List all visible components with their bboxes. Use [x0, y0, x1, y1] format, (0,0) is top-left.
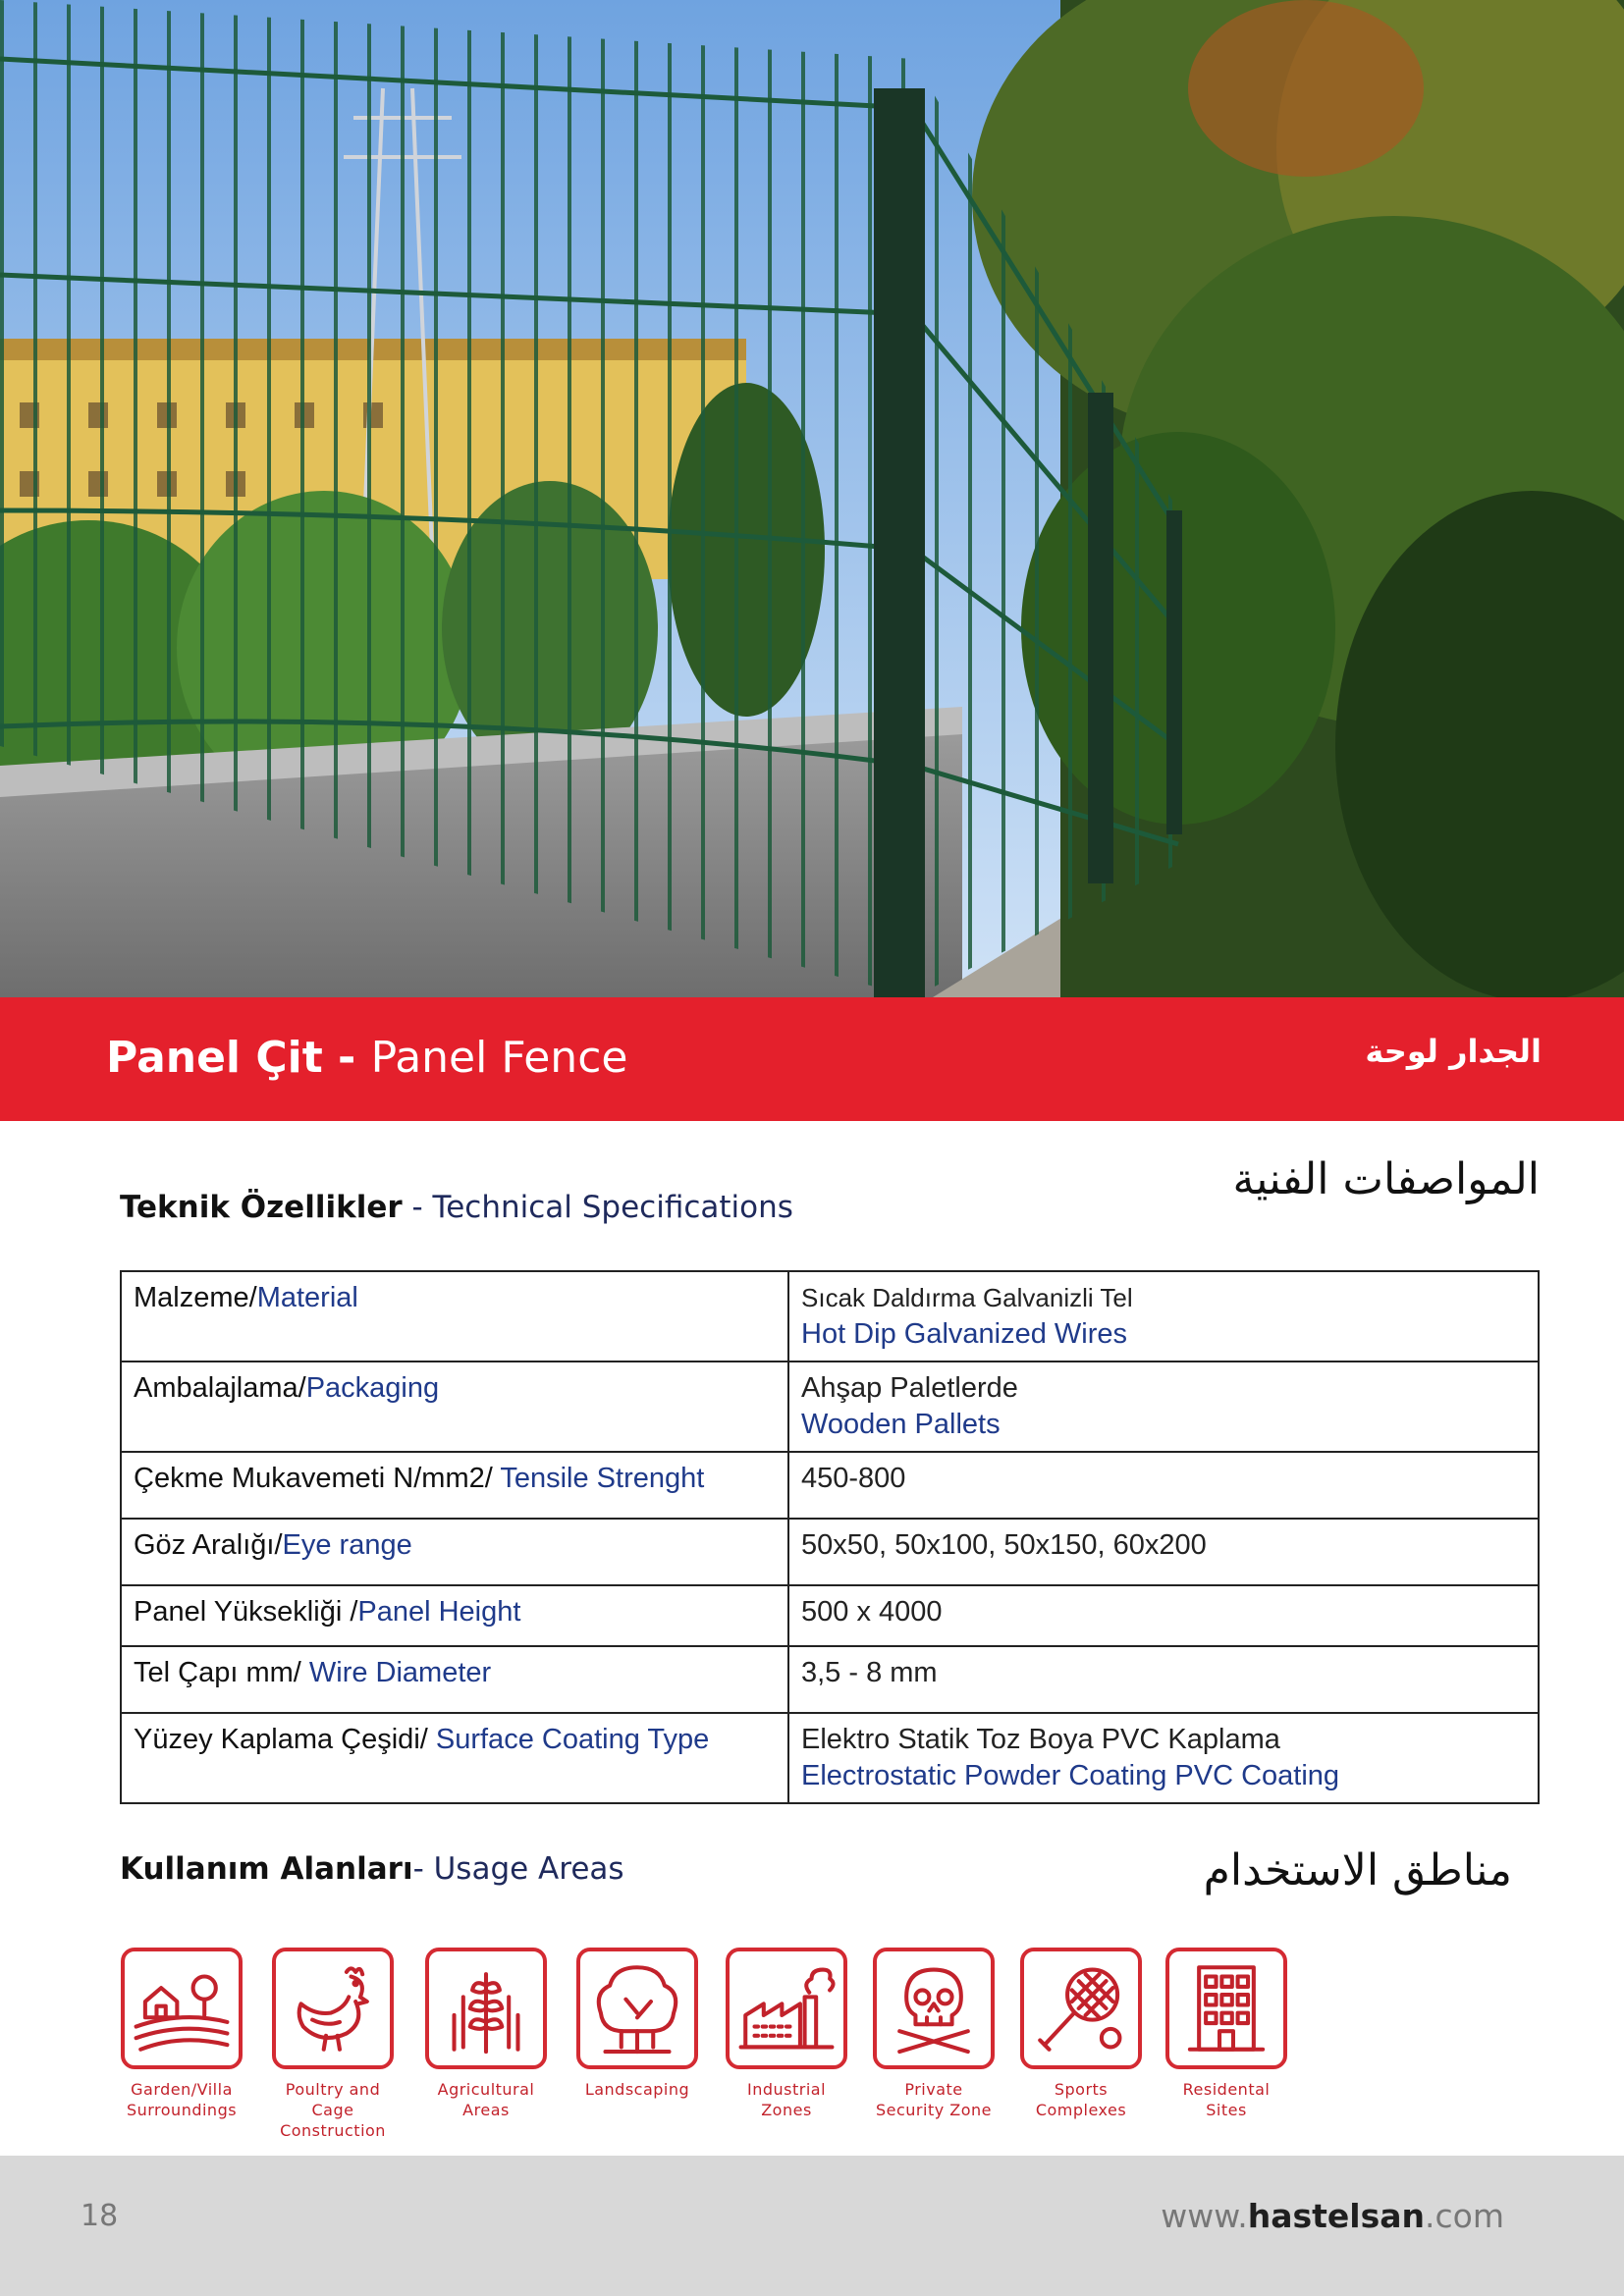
- usage-label: Sports Complexes: [1035, 2080, 1127, 2119]
- page-title: [106, 1033, 627, 1083]
- website-link[interactable]: www.hastelsan.com: [1161, 2197, 1504, 2235]
- spec-label-en: Panel Height: [357, 1596, 521, 1628]
- spec-value-cell: [788, 1452, 1539, 1519]
- spec-value-cell: [788, 1271, 1539, 1362]
- farm-house-icon: [121, 1948, 243, 2069]
- usage-item: [269, 1948, 397, 2141]
- spec-label-en: Packaging: [305, 1372, 440, 1404]
- table-row: [121, 1519, 1539, 1585]
- specs-heading-en: - Technical Specifications: [402, 1190, 793, 1225]
- spec-label-cell: [121, 1362, 788, 1452]
- page-number: 18: [81, 2199, 119, 2233]
- spec-value-cell: [788, 1713, 1539, 1803]
- spec-label-en: Material: [256, 1282, 358, 1313]
- title-arabic: الجدار لوحة: [1365, 1033, 1542, 1070]
- title-turkish: Panel Çit -: [106, 1033, 371, 1083]
- spec-label-en: Tensile Strenght: [500, 1463, 705, 1494]
- spec-label-en: Wire Diameter: [308, 1657, 492, 1688]
- usage-item: [723, 1948, 850, 2120]
- usage-label: Residental Sites: [1182, 2080, 1271, 2119]
- specs-heading: [120, 1190, 793, 1225]
- spec-label-tr: Ambalajlama/: [134, 1372, 306, 1404]
- tree-icon: [576, 1948, 698, 2069]
- spec-value-tr: 450-800: [801, 1463, 906, 1494]
- spec-label-cell: [121, 1519, 788, 1585]
- spec-label-cell: [121, 1713, 788, 1803]
- hero-photo: [0, 0, 1624, 997]
- table-row: [121, 1452, 1539, 1519]
- spec-label-tr: Yüzey Kaplama Çeşidi/: [134, 1724, 436, 1755]
- usage-item: [1017, 1948, 1145, 2120]
- usage-item: [1163, 1948, 1290, 2120]
- usage-label: Agricultural Areas: [437, 2080, 535, 2119]
- spec-table: [120, 1270, 1540, 1804]
- spec-label-cell: [121, 1452, 788, 1519]
- spec-value-tr: Sıcak Daldırma Galvanizli Tel: [801, 1283, 1133, 1312]
- usage-item: [870, 1948, 998, 2120]
- usage-icons: [118, 1948, 1296, 2140]
- spec-value-cell: [788, 1646, 1539, 1713]
- usage-label: Poultry and Cage Construction: [280, 2080, 386, 2140]
- spec-value-cell: [788, 1362, 1539, 1452]
- spec-label-tr: Malzeme/: [134, 1282, 257, 1313]
- spec-label-cell: [121, 1271, 788, 1362]
- spec-value-cell: [788, 1585, 1539, 1646]
- usage-item: [422, 1948, 550, 2120]
- spec-label-en: Eye range: [282, 1529, 412, 1561]
- usage-item: [118, 1948, 245, 2120]
- spec-value-en: Wooden Pallets: [801, 1409, 1001, 1440]
- spec-label-en: Surface Coating Type: [435, 1724, 710, 1755]
- spec-value-tr: Elektro Statik Toz Boya PVC Kaplama: [801, 1724, 1280, 1755]
- spec-value-tr: 500 x 4000: [801, 1596, 943, 1628]
- usage-heading-arabic: مناطق الاستخدام: [1203, 1845, 1512, 1896]
- table-row: [121, 1646, 1539, 1713]
- tennis-racket-icon: [1020, 1948, 1142, 2069]
- table-row: [121, 1713, 1539, 1803]
- spec-value-en: Hot Dip Galvanized Wires: [801, 1318, 1127, 1350]
- table-row: [121, 1362, 1539, 1452]
- table-row: [121, 1271, 1539, 1362]
- usage-label: Private Security Zone: [875, 2080, 993, 2119]
- title-english: Panel Fence: [370, 1033, 628, 1083]
- usage-heading-tr: Kullanım Alanları: [120, 1851, 413, 1887]
- factory-icon: [726, 1948, 847, 2069]
- spec-label-tr: Tel Çapı mm/: [134, 1657, 309, 1688]
- fence-photo-illustration: [0, 0, 1624, 997]
- spec-label-cell: [121, 1585, 788, 1646]
- wheat-icon: [425, 1948, 547, 2069]
- specs-heading-arabic: المواصفات الفنية: [1232, 1154, 1540, 1204]
- spec-label-cell: [121, 1646, 788, 1713]
- spec-value-tr: 3,5 - 8 mm: [801, 1657, 938, 1688]
- specs-heading-tr: Teknik Özellikler: [120, 1190, 403, 1225]
- spec-label-tr: Çekme Mukavemeti N/mm2/: [134, 1463, 501, 1494]
- building-icon: [1165, 1948, 1287, 2069]
- spec-label-tr: Göz Aralığı/: [134, 1529, 283, 1561]
- spec-value-tr: Ahşap Paletlerde: [801, 1372, 1018, 1404]
- usage-heading: [120, 1851, 624, 1887]
- usage-label: Garden/Villa Surroundings: [126, 2080, 238, 2119]
- usage-heading-en: - Usage Areas: [412, 1851, 624, 1887]
- chicken-icon: [272, 1948, 394, 2069]
- usage-item: [573, 1948, 701, 2100]
- usage-label: Landscaping: [584, 2080, 690, 2099]
- spec-value-tr: 50x50, 50x100, 50x150, 60x200: [801, 1529, 1207, 1561]
- skull-icon: [873, 1948, 995, 2069]
- spec-value-en: Electrostatic Powder Coating PVC Coating: [801, 1760, 1340, 1791]
- spec-value-cell: [788, 1519, 1539, 1585]
- spec-label-tr: Panel Yüksekliği /: [134, 1596, 358, 1628]
- usage-label: Industrial Zones: [746, 2080, 827, 2119]
- table-row: [121, 1585, 1539, 1646]
